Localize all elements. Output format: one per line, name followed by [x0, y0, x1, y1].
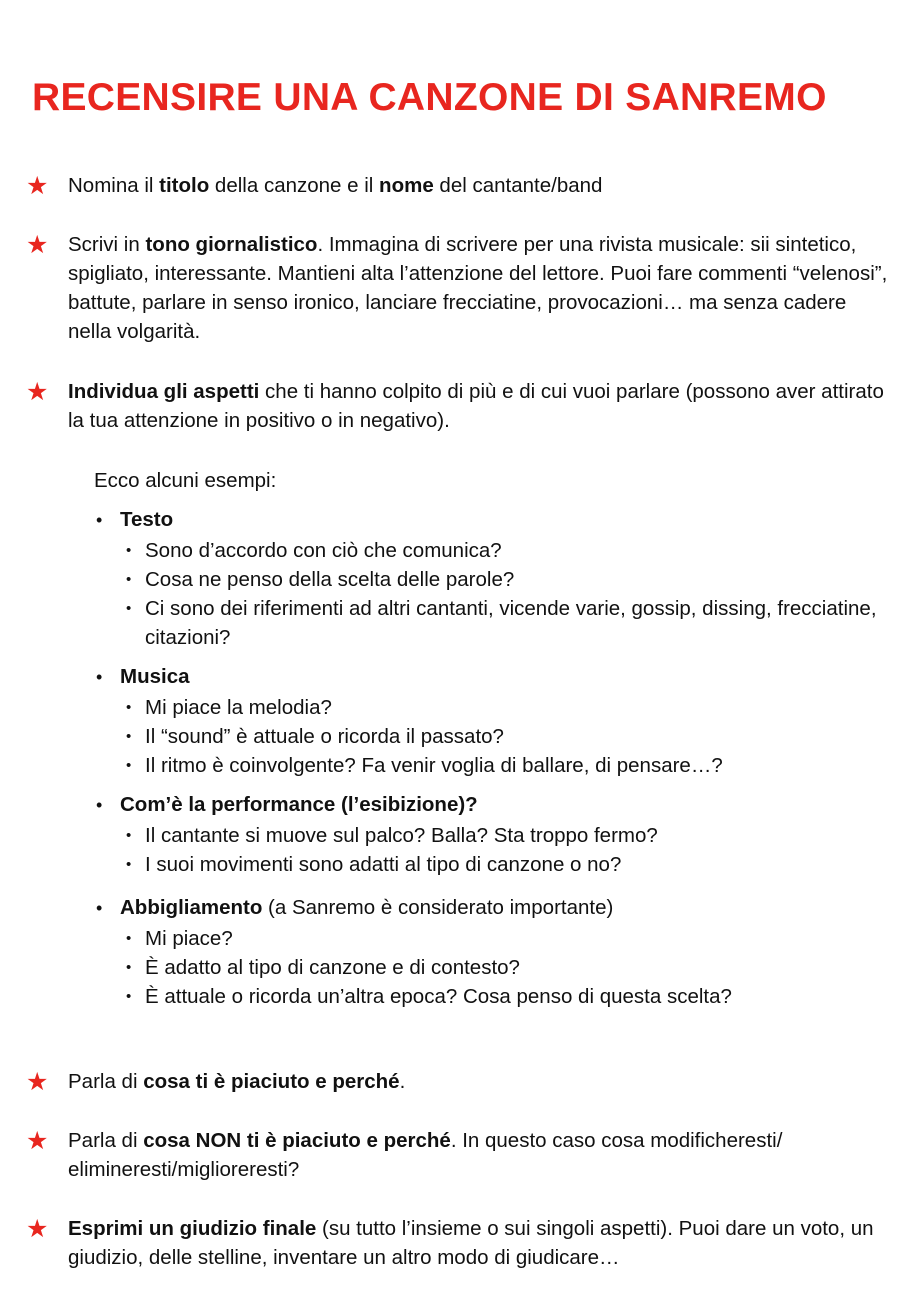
star-icon: ★: [26, 378, 49, 406]
bullet-icon: •: [126, 600, 132, 617]
point-aspects: Individua gli aspetti che ti hanno colpito di più e di cui vuoi parlare (possono aver attirato la tua attenzione in positivo o in negativo).: [68, 380, 884, 432]
list-item: • Cosa ne penso della scelta delle parole?: [126, 565, 886, 594]
list-item: • Mi piace?: [126, 924, 886, 953]
bullet-icon: •: [126, 699, 132, 716]
list-item: • Il ritmo è coinvolgente? Fa venir voglia di ballare, di pensare…?: [126, 751, 886, 780]
category-heading: • Musica: [96, 662, 190, 692]
star-icon: ★: [26, 1127, 49, 1155]
bullet-icon: •: [96, 667, 103, 687]
list-item: • Ci sono dei riferimenti ad altri cantanti, vicende varie, gossip, dissing, frecciatine, citazioni?: [126, 594, 886, 652]
bullet-icon: •: [96, 898, 103, 918]
list-item: • È adatto al tipo di canzone e di contesto?: [126, 953, 886, 982]
star-icon: ★: [26, 1068, 49, 1096]
bullet-icon: •: [126, 757, 132, 774]
category-heading: • Com’è la performance (l’esibizione)?: [96, 790, 478, 820]
list-item: • Mi piace la melodia?: [126, 693, 886, 722]
star-icon: ★: [26, 231, 49, 259]
bullet-icon: •: [126, 728, 132, 745]
point-final-judgement: Esprimi un giudizio finale (su tutto l’insieme o sui singoli aspetti). Puoi dare un voto, un giudizio, delle stelline, inventare un altro modo di giudicare…: [68, 1217, 874, 1269]
bullet-icon: •: [126, 959, 132, 976]
examples-intro: Ecco alcuni esempi:: [94, 469, 277, 492]
bullet-icon: •: [126, 827, 132, 844]
point-tone: Scrivi in tono giornalistico. Immagina di scrivere per una rivista musicale: sii sintetico, spigliato, interessante. Mantieni alta l’attenzione del lettore. Puoi fare commenti “velenosi”, battute, parlare in senso ironico, lanciare frecciatine, provocazioni… ma senza cadere nella volgarità.: [68, 233, 888, 343]
list-item: • Il “sound” è attuale o ricorda il passato?: [126, 722, 886, 751]
category-heading: • Testo: [96, 505, 173, 535]
category-heading: • Abbigliamento (a Sanremo è considerato importante): [96, 893, 613, 923]
point-liked: Parla di cosa ti è piaciuto e perché.: [68, 1070, 406, 1093]
list-item: • È attuale o ricorda un’altra epoca? Cosa penso di questa scelta?: [126, 982, 886, 1011]
bullet-icon: •: [126, 542, 132, 559]
bullet-icon: •: [96, 510, 103, 530]
bullet-icon: •: [126, 930, 132, 947]
page-title: RECENSIRE UNA CANZONE DI SANREMO: [32, 76, 827, 119]
bullet-icon: •: [126, 571, 132, 588]
bullet-icon: •: [96, 795, 103, 815]
list-item: • Sono d’accordo con ciò che comunica?: [126, 536, 886, 565]
star-icon: ★: [26, 1215, 49, 1243]
point-title-author: Nomina il titolo della canzone e il nome del cantante/band: [68, 174, 603, 197]
list-item: • I suoi movimenti sono adatti al tipo di canzone o no?: [126, 850, 886, 879]
list-item: • Il cantante si muove sul palco? Balla? Sta troppo fermo?: [126, 821, 886, 850]
star-icon: ★: [26, 172, 49, 200]
point-disliked: Parla di cosa NON ti è piaciuto e perché. In questo caso cosa modificheresti/ elimineresti/miglioreresti?: [68, 1129, 783, 1181]
bullet-icon: •: [126, 856, 132, 873]
bullet-icon: •: [126, 988, 132, 1005]
